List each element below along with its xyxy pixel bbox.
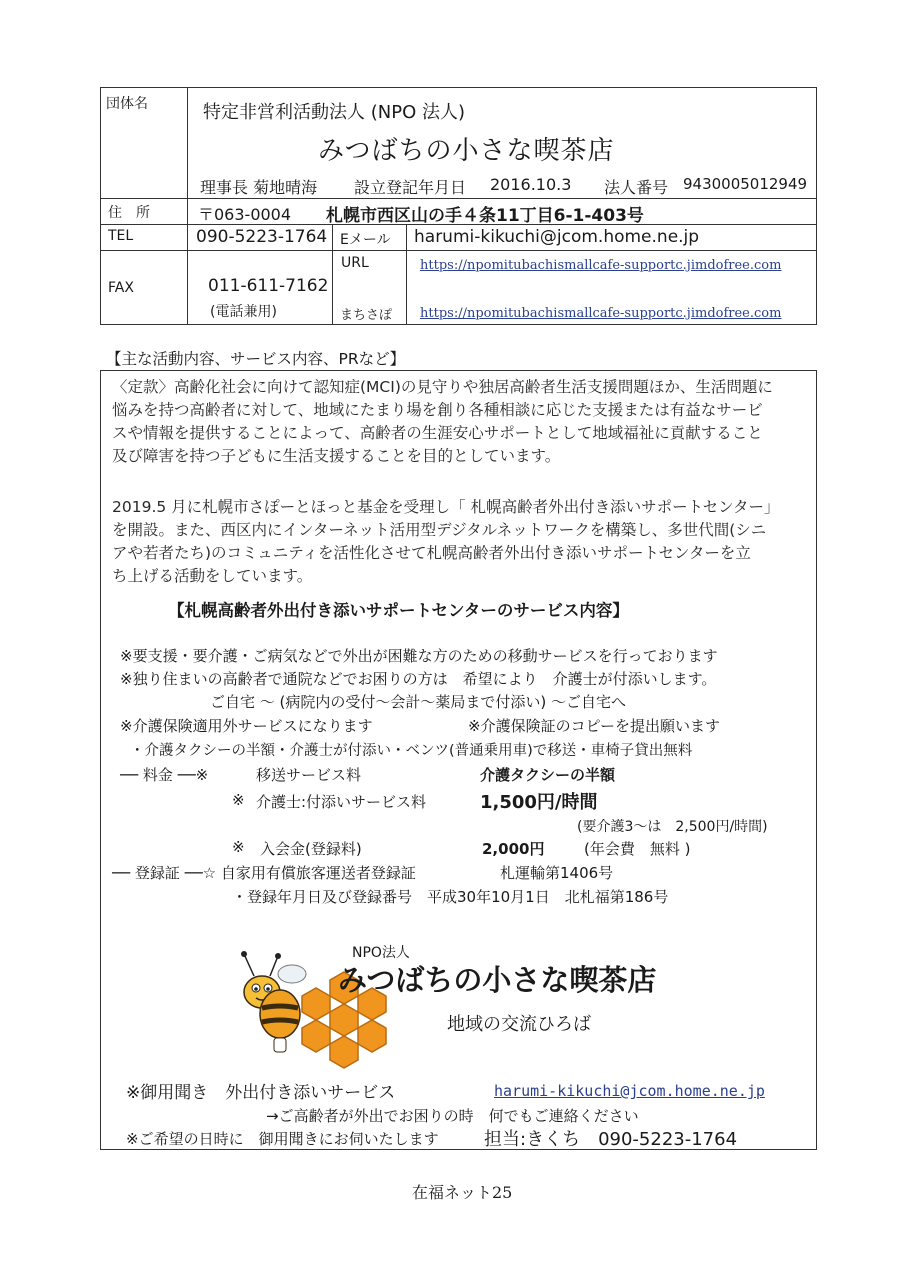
email-label: Eメール xyxy=(340,232,391,248)
fee-label: ── 料金 ──※ xyxy=(120,766,209,784)
table-divider xyxy=(332,224,333,325)
fax-note: (電話兼用) xyxy=(210,304,277,320)
table-divider xyxy=(100,250,817,251)
service-title: 【札幌高齢者外出付き添いサポートセンターのサービス内容】 xyxy=(168,601,629,620)
transport-value: 介護タクシーの半額 xyxy=(480,766,616,784)
annual-note: (年会費 無料 ) xyxy=(584,840,691,858)
page-footer: 在福ネット25 xyxy=(412,1183,513,1202)
service-line: ※介護保険適用外サービスになります xyxy=(120,717,373,735)
logo-name: みつばちの小さな喫茶店 xyxy=(338,963,657,997)
footer-email-link[interactable]: harumi-kikuchi@jcom.home.ne.jp xyxy=(494,1082,765,1100)
service-line: ※介護保険証のコピーを提出願います xyxy=(468,717,720,735)
table-divider xyxy=(406,224,407,325)
corp-no-label: 法人番号 xyxy=(604,178,669,197)
table-divider xyxy=(100,198,817,199)
footer-contact: 担当:きくち 090-5223-1764 xyxy=(484,1129,738,1150)
intro-line: 悩みを持つ高齢者に対して、地域にたまり場を創り各種相談に応じた支援または有益なサービ xyxy=(112,401,763,419)
intro-line: 〈定款〉高齢化社会に向けて認知症(MCI)の見守りや独居高齢者生活支援問題ほか、生活問題に xyxy=(112,378,773,396)
postal-code: 〒063-0004 xyxy=(198,205,292,224)
reg-number: 札運輸第1406号 xyxy=(500,864,614,882)
tel-label: TEL xyxy=(108,228,134,244)
url-label: URL xyxy=(341,255,369,271)
caregiver-mark: ※ xyxy=(232,791,245,809)
chair: 理事長 菊地晴海 xyxy=(200,178,318,197)
logo-tagline: 地域の交流ひろば xyxy=(447,1014,591,1035)
service-line: ご自宅 ～ (病院内の受付～会計～薬局まで付添い) ～ご自宅へ xyxy=(210,693,627,711)
logo-npo: NPO法人 xyxy=(352,945,410,961)
transport-label: 移送サービス料 xyxy=(256,766,362,784)
service-line: ※独り住まいの高齢者で通院などでお困りの方は 希望により 介護士が付添いします。 xyxy=(120,670,717,688)
reg-date: 2016.10.3 xyxy=(490,175,572,194)
machisapo-label: まちさぽ xyxy=(340,308,393,323)
activity-line: アや若者たち)のコミュニティを活性化させて札幌高齢者外出付き添いサポートセンターを立 xyxy=(112,544,751,562)
org-type: 特定非営利活動法人 (NPO 法人) xyxy=(203,102,465,123)
service-line: ・介護タクシーの半額・介護士が付添い・ベンツ(普通乗用車)で移送・車椅子貸出無料 xyxy=(130,743,693,759)
service-line: ※要支援・要介護・ご病気などで外出が困難な方のための移動サービスを行っております xyxy=(120,647,718,665)
entry-label: 入会金(登録料) xyxy=(260,840,362,858)
activity-line: 2019.5 月に札幌市さぽーとほっと基金を受理し「 札幌高齢者外出付き添いサポートセンター」 xyxy=(112,498,780,516)
fax: 011-611-7162 xyxy=(208,276,329,296)
footer-note: →ご高齢者が外出でお困りの時 何でもご連絡ください xyxy=(266,1107,639,1125)
email: harumi-kikuchi@jcom.home.ne.jp xyxy=(414,227,700,247)
entry-mark: ※ xyxy=(232,838,245,856)
intro-paragraph xyxy=(112,376,773,468)
activity-line: を開設。また、西区内にインターネット活用型デジタルネットワークを構築し、多世代間(シニ xyxy=(112,521,767,539)
fax-label: FAX xyxy=(108,280,134,296)
table-divider xyxy=(187,87,188,325)
address-label: 住 所 xyxy=(108,205,150,221)
intro-line: 及び障害を持つ子どもに生活支援することを目的としています。 xyxy=(112,447,561,465)
section-title: 【主な活動内容、サービス内容、PRなど】 xyxy=(106,350,406,368)
footer-visit: ※ご希望の日時に 御用聞きにお伺いたします xyxy=(126,1130,439,1148)
entry-value: 2,000円 xyxy=(482,840,545,858)
footer-service: ※御用聞き 外出付き添いサービス xyxy=(126,1083,396,1103)
intro-line: スや情報を提供することによって、高齢者の生涯安心サポートとして地域福祉に貢献すること xyxy=(112,424,763,442)
tel: 090-5223-1764 xyxy=(196,227,328,247)
address: 札幌市西区山の手４条11丁目6-1-403号 xyxy=(326,206,644,226)
care3-note: (要介護3～は 2,500円/時間) xyxy=(577,819,768,835)
caregiver-label: 介護士:付添いサービス料 xyxy=(256,793,427,811)
reg-date-line: ・登録年月日及び登録番号 平成30年10月1日 北札福第186号 xyxy=(232,888,669,906)
org-name: みつばちの小さな喫茶店 xyxy=(318,136,615,166)
activity-line: ち上げる活動をしています。 xyxy=(112,567,313,585)
reg-date-label: 設立登記年月日 xyxy=(354,178,467,197)
org-label: 団体名 xyxy=(106,96,148,112)
machisapo-link[interactable]: https://npomitubachismallcafe-supportc.jimdofree.com xyxy=(420,306,782,321)
reg-label: ── 登録証 ──☆ 自家用有償旅客運送者登録証 xyxy=(112,864,416,882)
corp-no: 9430005012949 xyxy=(683,175,808,193)
activity-paragraph xyxy=(112,496,780,588)
caregiver-value: 1,500円/時間 xyxy=(480,792,598,813)
url-link[interactable]: https://npomitubachismallcafe-supportc.jimdofree.com xyxy=(420,258,782,273)
